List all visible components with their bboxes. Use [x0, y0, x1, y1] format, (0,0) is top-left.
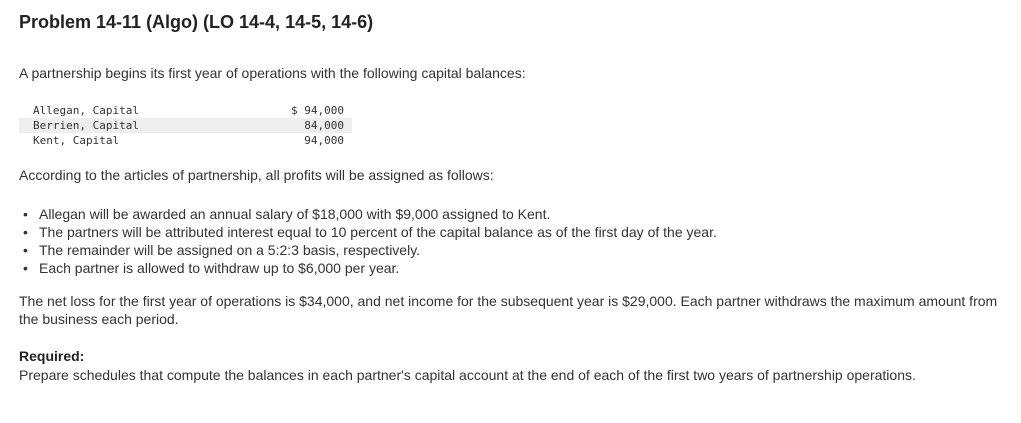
- required-instructions: Prepare schedules that compute the balances in each partner's capital account at the end of each of the first two years of partnership operations.: [19, 367, 916, 383]
- list-item-text: Allegan will be awarded an annual salary of $18,000 with $9,000 assigned to Kent.: [39, 206, 551, 222]
- intro-text: A partnership begins its first year of operations with the following capital balances:: [19, 65, 526, 81]
- capital-name: Berrien, Capital: [19, 118, 258, 133]
- profit-allocation-intro: According to the articles of partnership, all profits will be assigned as follows:: [19, 167, 494, 183]
- table-row: [19, 118, 352, 133]
- capital-amount: 84,000: [258, 118, 352, 133]
- list-item-text: Each partner is allowed to withdraw up to $6,000 per year.: [39, 260, 400, 276]
- capital-amount: 94,000: [304, 134, 344, 147]
- list-item: [19, 259, 717, 277]
- table-row: [19, 133, 352, 148]
- allocation-list: [19, 205, 717, 277]
- capital-amount: $ 94,000: [291, 104, 344, 117]
- table-row: [19, 103, 352, 118]
- capital-name: Kent, Capital: [33, 134, 120, 147]
- net-loss-paragraph: The net loss for the first year of operations is $34,000, and net income for the subsequent year is $29,000. Each partner withdraws the maximum amount from the business each period.: [19, 293, 998, 327]
- list-item: [19, 205, 717, 223]
- bullet-icon: •: [23, 242, 28, 258]
- list-item: [19, 223, 717, 241]
- list-item: [19, 241, 717, 259]
- capital-balances-table: [19, 103, 352, 148]
- bullet-icon: •: [23, 224, 28, 240]
- list-item-text: The partners will be attributed interest equal to 10 percent of the capital balance as of the first day of the year.: [39, 224, 717, 240]
- capital-name: Allegan, Capital: [33, 104, 139, 117]
- bullet-icon: •: [23, 260, 28, 276]
- required-heading: Required:: [19, 348, 85, 364]
- bullet-icon: •: [23, 206, 28, 222]
- problem-title: Problem 14-11 (Algo) (LO 14-4, 14-5, 14-6): [19, 12, 374, 32]
- list-item-text: The remainder will be assigned on a 5:2:3 basis, respectively.: [39, 242, 421, 258]
